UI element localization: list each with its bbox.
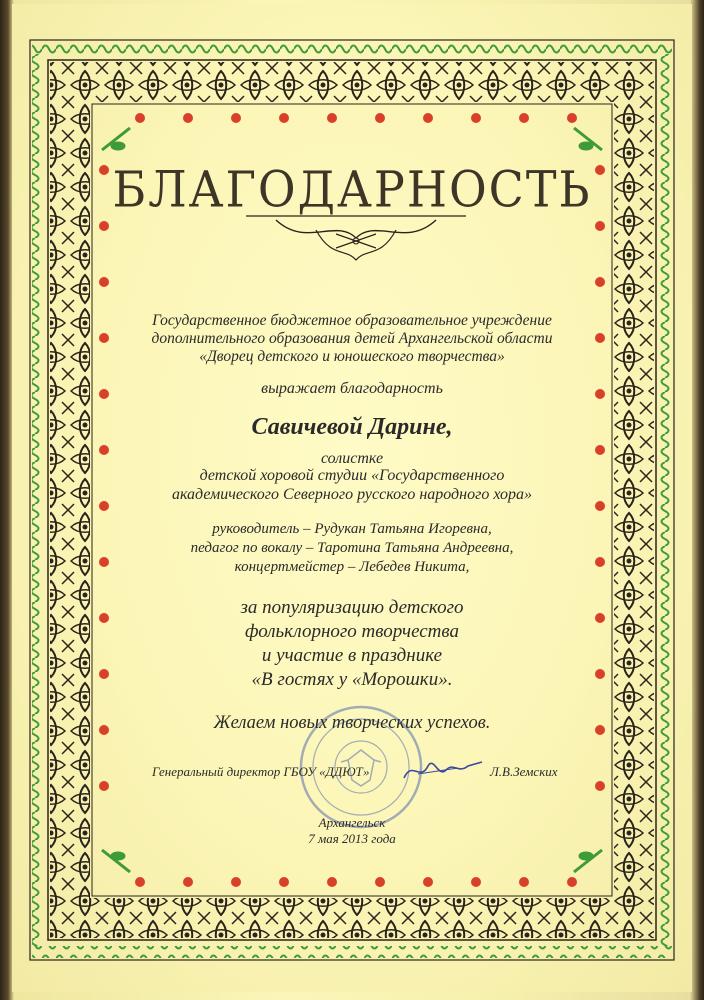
recipient-name: Савичевой Дарине, <box>251 414 453 440</box>
expresses-gratitude: выражает благодарность <box>261 380 443 397</box>
title-flourish <box>236 208 476 268</box>
recipient-role: солистке <box>320 450 384 467</box>
place-and-date <box>0 815 704 847</box>
reason-line: и участие в празднике <box>261 645 443 666</box>
staff-list <box>0 520 704 577</box>
reason-line: «В гостях у «Морошки». <box>251 669 453 690</box>
certificate-title: БЛАГОДАРНОСТЬ <box>112 159 592 219</box>
staff-line: педагог по вокалу – Таротина Татьяна Андреевна, <box>190 540 514 556</box>
date: 7 мая 2013 года <box>308 831 396 846</box>
signatory-name: Л.В.Земских <box>490 764 558 779</box>
staff-line: руководитель – Рудукан Татьяна Игоревна, <box>212 521 492 537</box>
studio-line: академического Северного русского народного хора» <box>171 486 533 503</box>
signatory-position: Генеральный директор ГБОУ «ДДЮТ» <box>152 764 370 779</box>
city: Архангельск <box>318 815 386 830</box>
studio-line: детской хоровой студии «Государственного <box>199 467 505 484</box>
wish-text: Желаем новых творческих успехов. <box>213 713 491 733</box>
studio-name <box>0 466 704 504</box>
organization-name <box>0 312 704 366</box>
handwritten-signature <box>398 748 488 788</box>
reason-line: фольклорного творчества <box>244 621 460 642</box>
staff-line: концертмейстер – Лебедев Никита, <box>234 559 470 575</box>
organization-line: дополнительного образования детей Архангельской области <box>151 330 553 347</box>
organization-line: «Дворец детского и юношеского творчества» <box>199 348 505 365</box>
organization-line: Государственное бюджетное образовательное учреждение <box>152 312 552 329</box>
award-reason <box>0 596 704 692</box>
reason-line: за популяризацию детского <box>240 597 464 618</box>
